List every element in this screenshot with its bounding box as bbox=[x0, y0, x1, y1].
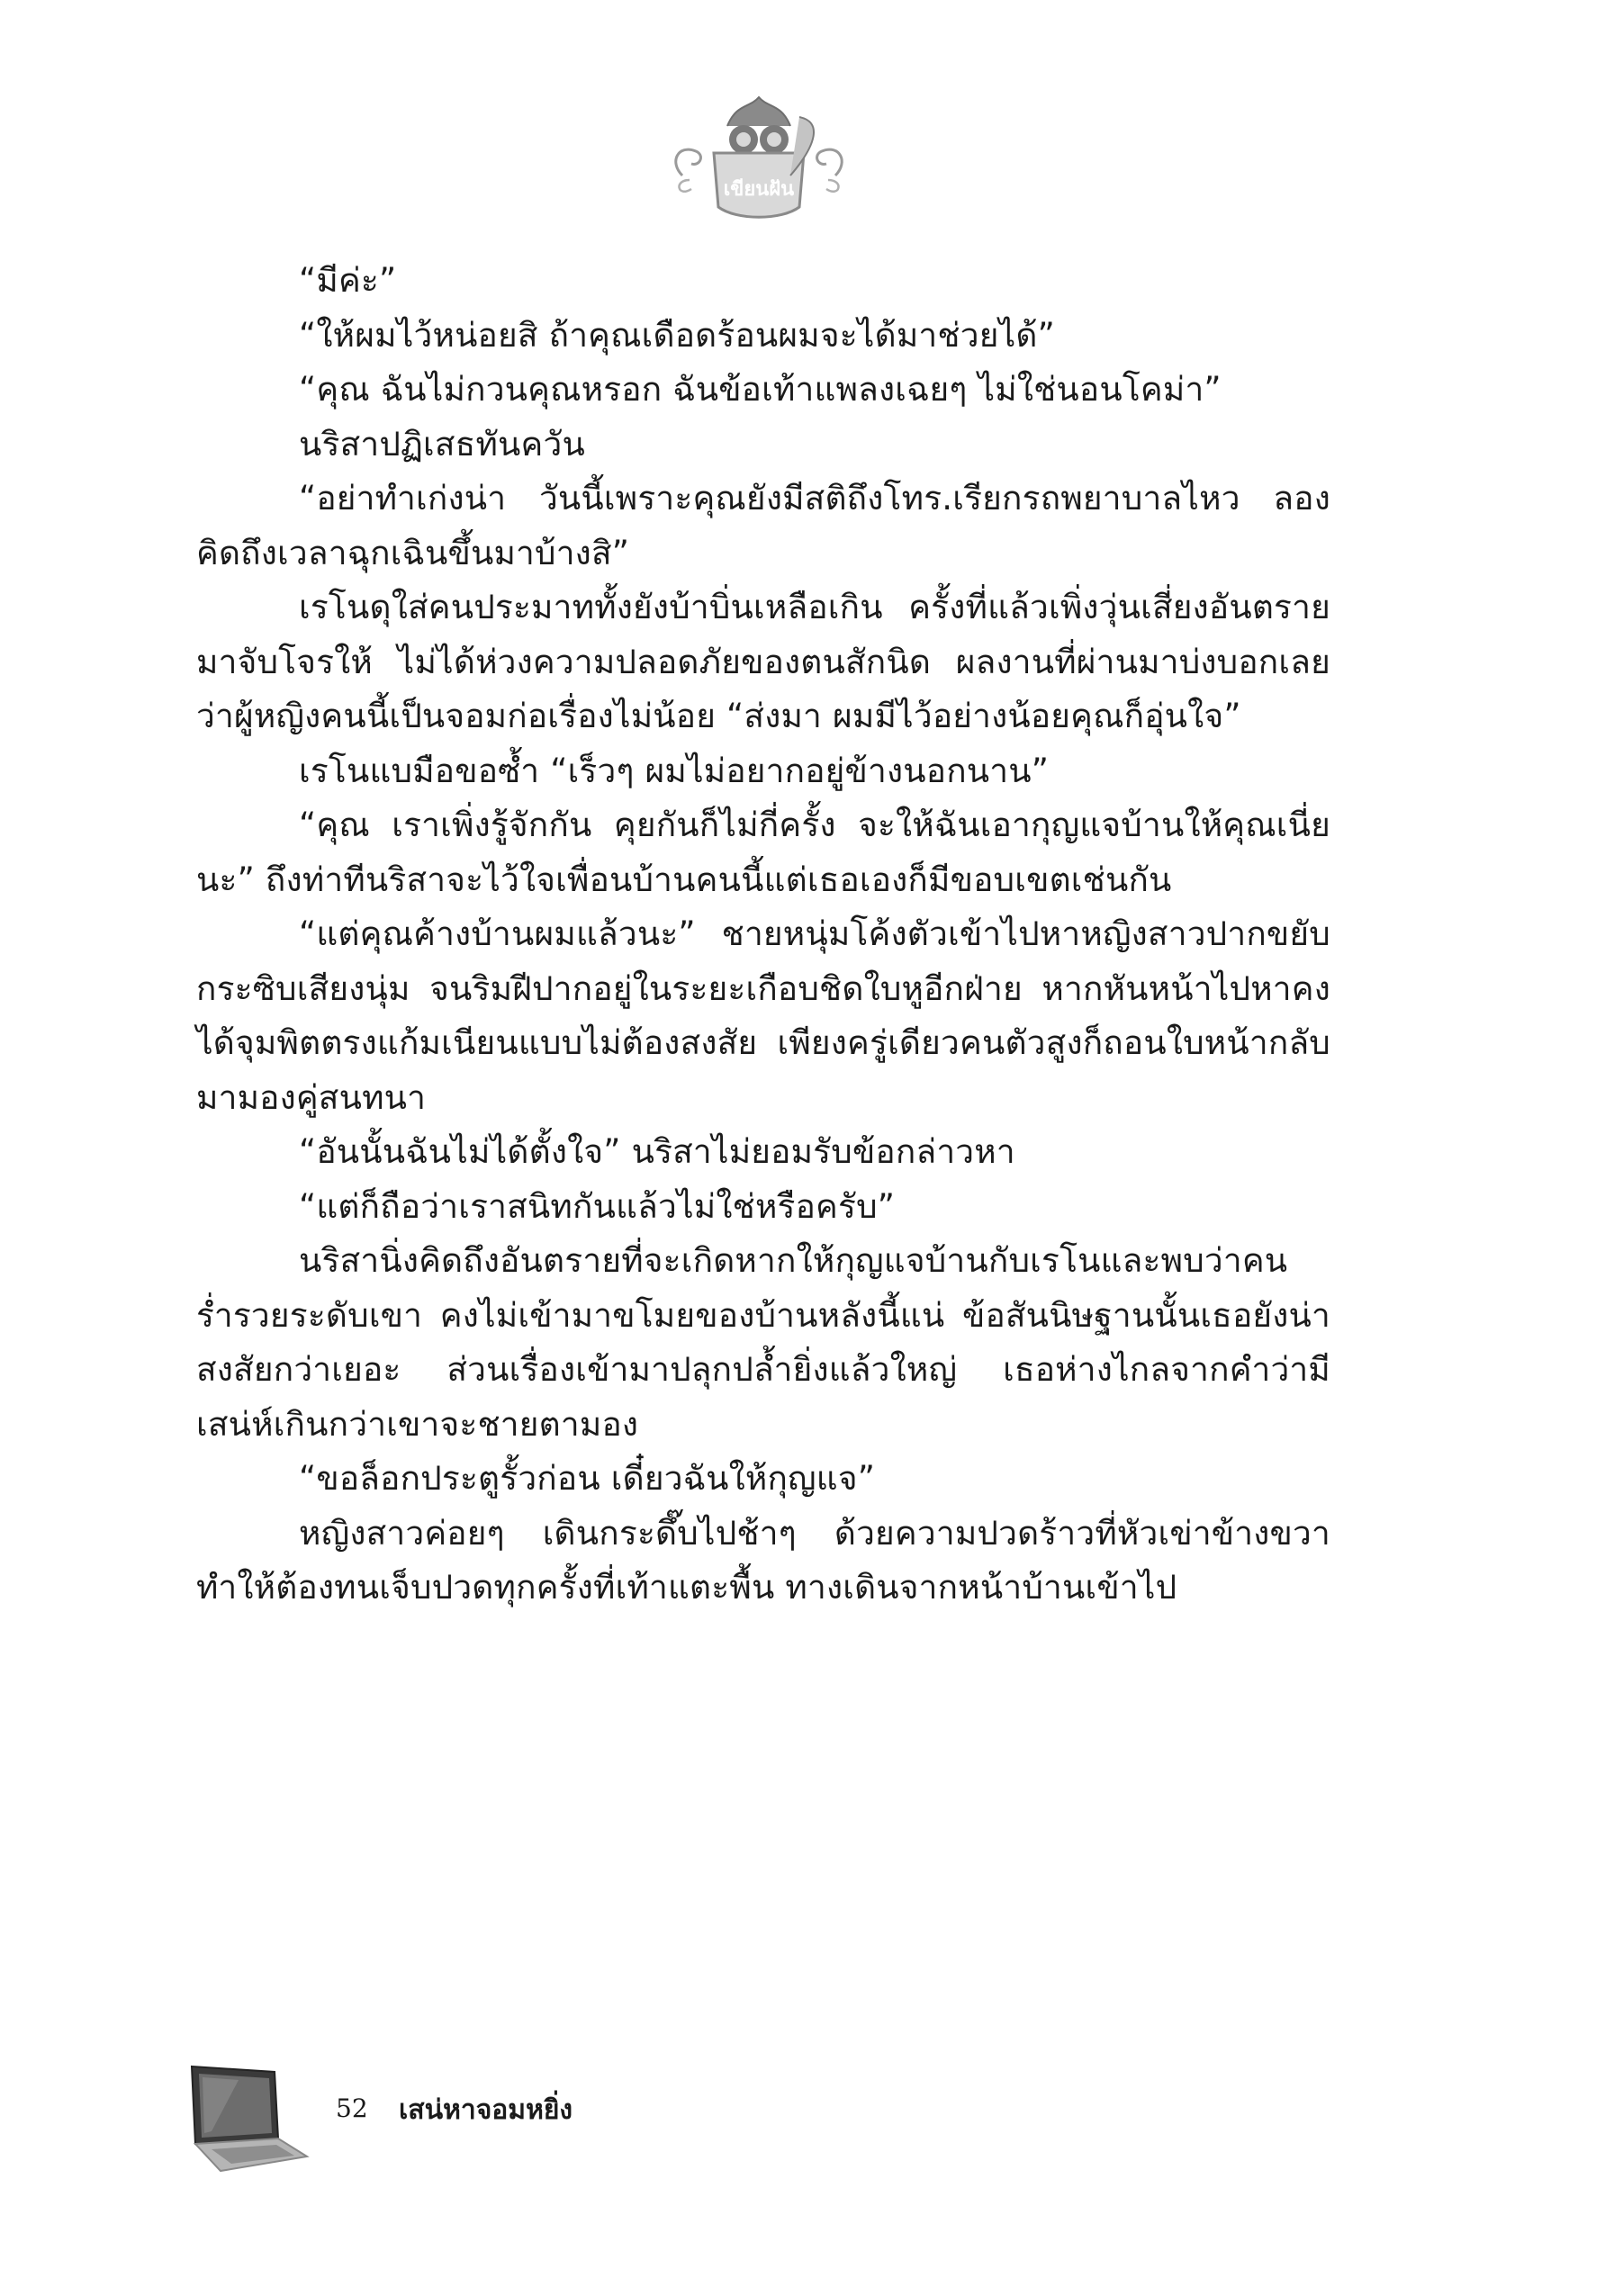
paragraph: “คุณ เราเพิ่งรู้จักกัน คุยกันก็ไม่กี่ครั้ง จะให้ฉันเอากุญแจบ้านให้คุณเนี่ยนะ” ถึงท่าทีนริสาจะไว้ใจเพื่อนบ้านคนนี้แต่เธอเองก็มีขอบเขตเช่นกัน bbox=[196, 806, 1330, 899]
paragraph: เรโนดุใส่คนประมาททั้งยังบ้าบิ่นเหลือเกิน ครั้งที่แล้วเพิ่งวุ่นเสี่ยงอันตรายมาจับโจรให้ ไม่ได้ห่วงความปลอดภัยของตนสักนิด ผลงานที่ผ่านมาบ่งบอกเลยว่าผู้หญิงคนนี้เป็นจอมก่อเรื่องไม่น้อย “ส่งมา ผมมีไว้อย่างน้อยคุณก็อุ่นใจ” bbox=[196, 588, 1330, 735]
paragraph: “ขอล็อกประตูรั้วก่อน เดี๋ยวฉันให้กุญแจ” bbox=[299, 1459, 876, 1498]
paragraph: “อันนั้นฉันไม่ได้ตั้งใจ” นริสาไม่ยอมรับข้อกล่าวหา bbox=[299, 1132, 1015, 1171]
paragraph: เรโนแบมือขอซ้ำ “เร็วๆ ผมไม่อยากอยู่ข้างนอกนาน” bbox=[299, 751, 1050, 790]
book-title: เสน่หาจอมหยิ่ง bbox=[399, 2094, 573, 2126]
paragraph: นริสานิ่งคิดถึงอันตรายที่จะเกิดหากให้กุญแจบ้านกับเรโนและพบว่าคนร่ำรวยระดับเขา คงไม่เข้ามาขโมยของบ้านหลังนี้แน่ ข้อสันนิษฐานนั้นเธอยังน่าสงสัยกว่าเยอะ ส่วนเรื่องเข้ามาปลุกปล้ำยิ่งแล้วใหญ่ เธอห่างไกลจากคำว่ามีเสน่ห์เกินกว่าเขาจะชายตามอง bbox=[196, 1241, 1330, 1444]
paragraph: “อย่าทำเก่งน่า วันนี้เพราะคุณยังมีสติถึงโทร.เรียกรถพยาบาลไหว ลองคิดถึงเวลาฉุกเฉินขึ้นมาบ้างสิ” bbox=[196, 479, 1330, 572]
publisher-crest-icon bbox=[664, 90, 853, 225]
laptop-icon bbox=[185, 2059, 311, 2176]
paragraph: “มีค่ะ” bbox=[299, 261, 397, 300]
paragraph: นริสาปฏิเสธทันควัน bbox=[299, 424, 585, 464]
page-number: 52 bbox=[336, 2093, 368, 2123]
page-footer bbox=[185, 2059, 635, 2185]
paragraph: หญิงสาวค่อยๆ เดินกระดึ๊บไปช้าๆ ด้วยความปวดร้าวที่หัวเข่าข้างขวาทำให้ต้องทนเจ็บปวดทุกครั้งที่เท้าแตะพื้น ทางเดินจากหน้าบ้านเข้าไป bbox=[196, 1513, 1330, 1607]
body-text bbox=[196, 254, 1330, 1616]
paragraph: “ให้ผมไว้หน่อยสิ ถ้าคุณเดือดร้อนผมจะได้มาช่วยได้” bbox=[299, 315, 1055, 355]
paragraph: “แต่ก็ถือว่าเราสนิทกันแล้วไม่ใช่หรือครับ” bbox=[299, 1186, 896, 1226]
paragraph: “แต่คุณค้างบ้านผมแล้วนะ” ชายหนุ่มโค้งตัวเข้าไปหาหญิงสาวปากขยับกระซิบเสียงนุ่ม จนริมฝีปากอยู่ในระยะเกือบชิดใบหูอีกฝ่าย หากหันหน้าไปหาคงได้จุมพิตตรงแก้มเนียนแบบไม่ต้องสงสัย เพียงครู่เดียวคนตัวสูงก็ถอนใบหน้ากลับมามองคู่สนทนา bbox=[196, 914, 1330, 1117]
emblem-text: เขียนฝัน bbox=[723, 178, 795, 201]
paragraph: “คุณ ฉันไม่กวนคุณหรอก ฉันข้อเท้าแพลงเฉยๆ ไม่ใช่นอนโคม่า” bbox=[299, 370, 1222, 409]
